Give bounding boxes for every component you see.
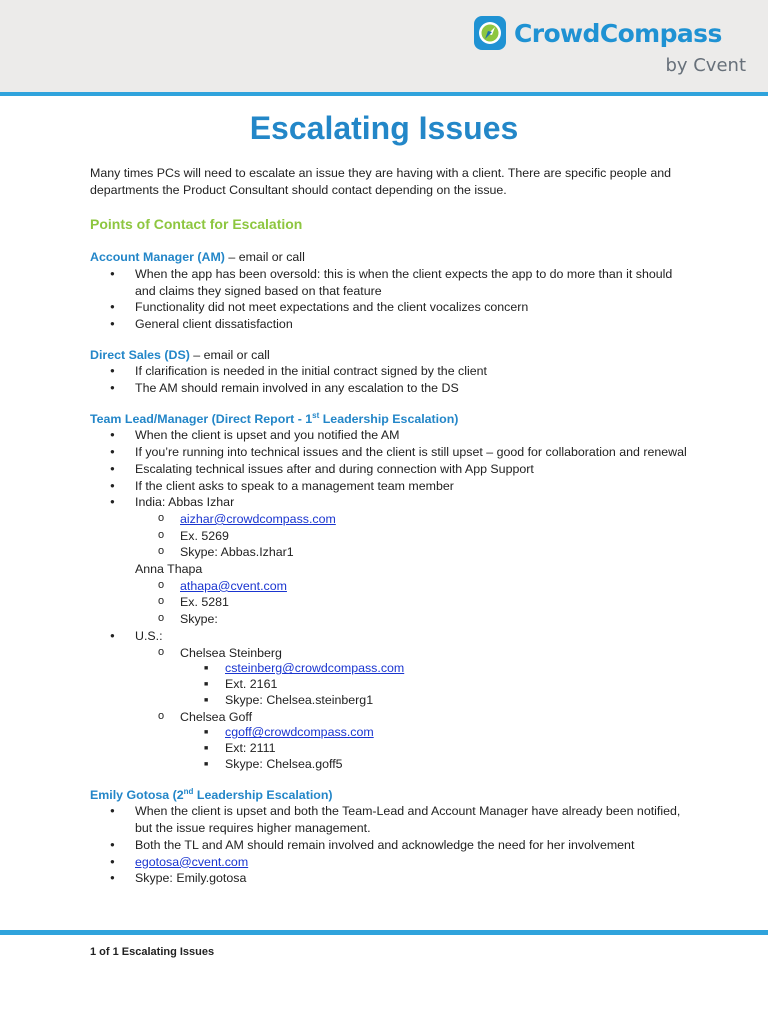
list-item: ● Both the TL and AM should remain involved and acknowledge the need for her involvement bbox=[90, 837, 690, 854]
goff-details bbox=[180, 725, 690, 772]
list-item: ● When the client is upset and both the Team-Lead and Account Manager have already been notified, but the issue requires higher management. bbox=[90, 803, 690, 836]
am-title: Account Manager (AM) bbox=[90, 250, 225, 265]
ds-heading bbox=[90, 347, 690, 364]
brand-name: CrowdCompass bbox=[514, 19, 722, 48]
tl-title-sup: st bbox=[312, 410, 320, 420]
steinberg-details bbox=[180, 661, 690, 708]
contact-skype: ● Skype: Emily.gotosa bbox=[90, 870, 690, 887]
contact-ext: o Ex. 5269 bbox=[135, 528, 690, 545]
email-link[interactable]: egotosa@cvent.com bbox=[135, 854, 249, 869]
list-item: ● The AM should remain involved in any escalation to the DS bbox=[90, 380, 690, 397]
page-header bbox=[0, 0, 768, 96]
ds-method: – email or call bbox=[189, 347, 270, 362]
tl-heading bbox=[90, 411, 690, 428]
contact-email bbox=[180, 661, 690, 677]
section-direct-sales bbox=[90, 347, 690, 397]
list-item: ● Functionality did not meet expectations and the client vocalizes concern bbox=[90, 299, 690, 316]
emily-heading bbox=[90, 787, 690, 804]
points-heading: Points of Contact for Escalation bbox=[90, 216, 303, 233]
tl-title-a: Team Lead/Manager (Direct Report - 1 bbox=[90, 411, 313, 426]
contact-email bbox=[135, 578, 690, 595]
document-body bbox=[90, 165, 690, 901]
tl-title-b: Leadership Escalation) bbox=[319, 411, 459, 426]
am-heading bbox=[90, 249, 690, 266]
contact-skype: ■ Skype: Chelsea.steinberg1 bbox=[180, 693, 690, 709]
ds-list bbox=[90, 363, 690, 396]
anna-contact bbox=[90, 561, 690, 628]
anna-label: Anna Thapa bbox=[135, 562, 203, 577]
contact-ext: ■ Ext: 2111 bbox=[180, 741, 690, 757]
india-contact bbox=[90, 494, 690, 561]
list-item: ● If clarification is needed in the initial contract signed by the client bbox=[90, 363, 690, 380]
contact-email bbox=[135, 511, 690, 528]
us-contact bbox=[90, 628, 690, 773]
tl-list bbox=[90, 427, 690, 772]
crowdcompass-logo bbox=[472, 14, 722, 52]
sub-brand: by Cvent bbox=[665, 55, 746, 76]
list-item: ● General client dissatisfaction bbox=[90, 316, 690, 333]
section-team-lead bbox=[90, 411, 690, 773]
abbas-details bbox=[135, 511, 690, 561]
page-title: Escalating Issues bbox=[249, 110, 519, 146]
email-link[interactable]: athapa@cvent.com bbox=[180, 578, 287, 593]
ds-title: Direct Sales (DS) bbox=[90, 347, 190, 362]
page-footer: 1 of 1 Escalating Issues bbox=[90, 946, 215, 958]
intro-paragraph: Many times PCs will need to escalate an issue they are having with a client. There are specific people and departments the Product Consultant should contact depending on the issue. bbox=[90, 166, 672, 197]
emily-title-b: Leadership Escalation) bbox=[193, 787, 333, 802]
email-link[interactable]: aizhar@crowdcompass.com bbox=[180, 511, 336, 526]
us-people bbox=[135, 645, 690, 773]
list-item: ● If you’re running into technical issues and the client is still upset – good for collaboration and renewal bbox=[90, 444, 690, 461]
am-list bbox=[90, 266, 690, 333]
list-item: ● If the client asks to speak to a management team member bbox=[90, 478, 690, 495]
section-account-manager bbox=[90, 249, 690, 333]
emily-title-sup: nd bbox=[183, 786, 194, 796]
anna-details bbox=[135, 578, 690, 628]
contact-skype: o Skype: bbox=[135, 611, 690, 628]
contact-skype: ■ Skype: Chelsea.goff5 bbox=[180, 757, 690, 773]
contact-ext: o Ex. 5281 bbox=[135, 594, 690, 611]
email-link[interactable]: csteinberg@crowdcompass.com bbox=[225, 661, 405, 676]
emily-title-a: Emily Gotosa (2 bbox=[90, 787, 184, 802]
section-emily-gotosa bbox=[90, 787, 690, 887]
list-item: ● Escalating technical issues after and during connection with App Support bbox=[90, 461, 690, 478]
goff-name: Chelsea Goff bbox=[180, 709, 253, 724]
am-method: – email or call bbox=[224, 250, 305, 265]
email-link[interactable]: cgoff@crowdcompass.com bbox=[225, 725, 374, 740]
goff-contact bbox=[135, 709, 690, 773]
compass-icon bbox=[472, 14, 508, 52]
contact-skype: o Skype: Abbas.Izhar1 bbox=[135, 544, 690, 561]
footer-rule bbox=[0, 930, 768, 935]
steinberg-name: Chelsea Steinberg bbox=[180, 645, 282, 660]
contact-ext: ■ Ext. 2161 bbox=[180, 677, 690, 693]
contact-email bbox=[180, 725, 690, 741]
us-label: U.S.: bbox=[135, 628, 163, 643]
contact-email bbox=[90, 854, 690, 871]
steinberg-contact bbox=[135, 645, 690, 709]
india-label: India: Abbas Izhar bbox=[135, 495, 235, 510]
list-item: ● When the client is upset and you notified the AM bbox=[90, 427, 690, 444]
list-item: ● When the app has been oversold: this is when the client expects the app to do more than it should and claims they signed based on that feature bbox=[90, 266, 690, 299]
emily-list bbox=[90, 803, 690, 887]
